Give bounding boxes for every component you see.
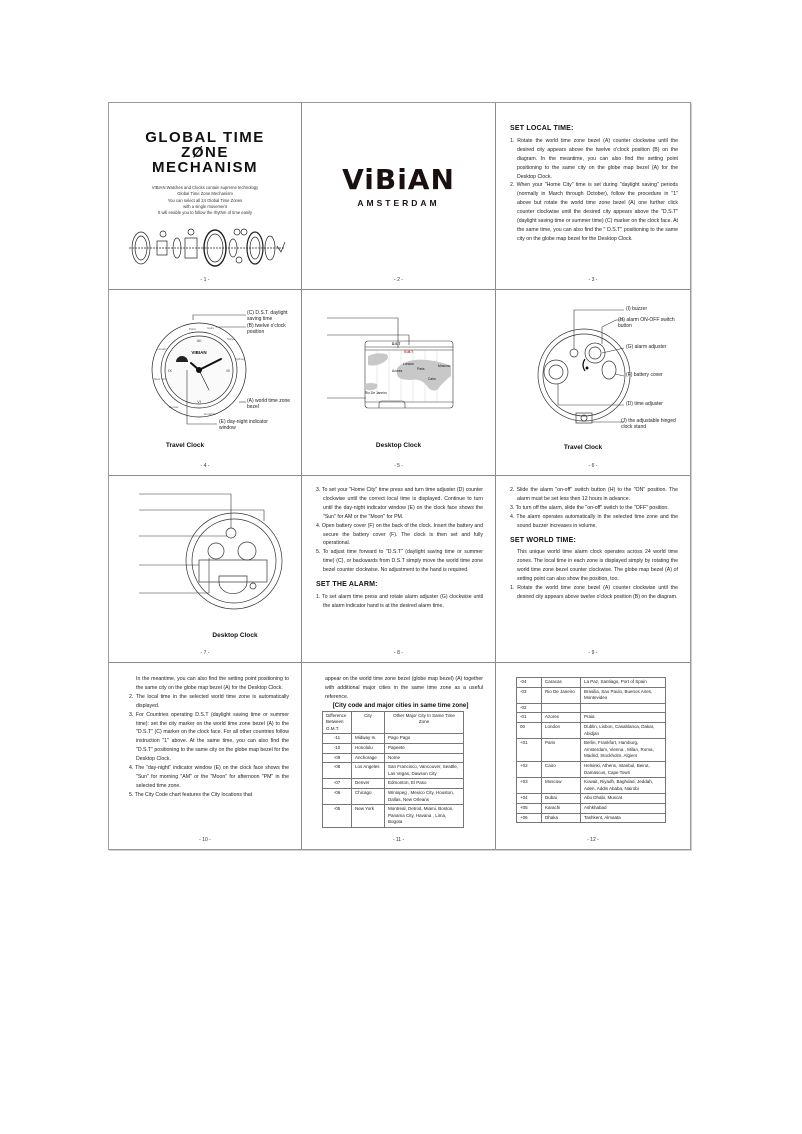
table-row xyxy=(517,703,666,713)
gmt-offset: 00 xyxy=(517,722,542,738)
city: Moscow xyxy=(542,778,581,794)
table-row xyxy=(323,753,464,763)
other-cities xyxy=(581,703,666,713)
svg-text:Tokyo: Tokyo xyxy=(227,337,235,341)
instruction-item: 2. The local time in the selected world time zone is automatically displayed. xyxy=(129,693,289,709)
instruction-item: 3. To turn off the alarm, slide the "on-off" switch to the "OFF" position. xyxy=(510,504,669,511)
city: New York xyxy=(352,805,385,828)
other-cities: Helsinki, Athens, Istanbul, Beirut, Damascus, Cape Town xyxy=(581,761,666,777)
table-row xyxy=(517,678,666,688)
table-row xyxy=(517,803,666,813)
svg-text:IX: IX xyxy=(168,368,172,373)
figure-caption: Travel Clock xyxy=(563,444,603,451)
page-10-text xyxy=(129,675,289,800)
svg-text:VIBIAN: VIBIAN xyxy=(191,350,207,355)
gmt-offset: +03 xyxy=(517,778,542,794)
title-line-2: ZØNE xyxy=(181,144,229,161)
city: Paris xyxy=(542,739,581,762)
table-row xyxy=(323,788,464,804)
continued-text: In the meantime, you can also find the setting point positioning to the same city on the globe map bezel (A) for the Desktop Clock. xyxy=(136,676,289,691)
city: Azores xyxy=(542,713,581,723)
city: Cairo xyxy=(542,761,581,777)
instruction-item: 5. The City Code chart features the City locations that xyxy=(129,791,253,798)
page-3 xyxy=(496,103,690,290)
intro-line: It will enable you to follow the rhythm of time easily xyxy=(157,210,253,216)
city: Caracas xyxy=(542,678,581,688)
other-cities: Winnipeg , Mexico City, Houston, Dallas, New Orleans xyxy=(385,788,464,804)
city xyxy=(542,703,581,713)
page-number: - 8 - xyxy=(394,650,403,656)
city: London xyxy=(542,722,581,738)
table-row xyxy=(517,778,666,794)
page-8 xyxy=(302,476,496,663)
svg-text:VI: VI xyxy=(197,399,201,404)
page-1-title xyxy=(109,130,301,175)
page-9-text xyxy=(510,486,678,602)
page-number: - 1 - xyxy=(200,277,210,283)
instruction-item: 1. To set alarm time press and rotate alarm adjuster (G) clockwise until the alarm indicator hand is at the desired alarm time. xyxy=(316,593,483,609)
page-11-text xyxy=(318,675,483,828)
intro-line: You can select all 24 Global Time Zones xyxy=(167,197,243,203)
other-cities: San Francisco, Vancouver, Seattle, Las Vegas, Dawson City xyxy=(385,763,464,779)
page-4 xyxy=(109,290,302,476)
page-number: - 3 - xyxy=(588,277,598,283)
svg-text:Honolulu: Honolulu xyxy=(204,412,216,416)
brand-logo: ViBiAN xyxy=(342,163,455,196)
page-number: - 12 - xyxy=(587,837,599,843)
manual-sheet xyxy=(108,102,691,850)
gmt-offset: -08 xyxy=(323,763,352,779)
callout-dst: (C) D.S.T. daylight saving time xyxy=(247,310,288,322)
page-number: - 2 - xyxy=(394,277,403,283)
page-2 xyxy=(302,103,496,290)
page-number: - 6 - xyxy=(588,463,598,469)
other-cities: Berlin, Frankfurt, Hamburg, Amsterdam, Vienna , Milan, Roma, Madrid, Stockholm, Algiers xyxy=(581,739,666,762)
instruction-item: 2. Slide the alarm "on-off" switch button (H) to the "ON" position. The alarm must be set less then 12 hours in advance. xyxy=(510,487,678,502)
svg-text:XII: XII xyxy=(196,338,202,343)
table-row xyxy=(323,763,464,779)
page-1-intro xyxy=(117,185,293,216)
table-row xyxy=(517,739,666,762)
svg-text:Cairo: Cairo xyxy=(428,377,436,381)
exploded-mechanism-diagram xyxy=(127,228,287,268)
title-line-3: MECHANISM xyxy=(152,159,258,176)
gmt-offset: +06 xyxy=(517,813,542,823)
svg-text:Cairo: Cairo xyxy=(207,326,215,330)
city: Honolulu xyxy=(352,744,385,754)
city: Karachi xyxy=(542,803,581,813)
intro-line: Global Time Zone Mechanism xyxy=(177,191,233,197)
instruction-item: 1. Rotate the world time zone bezel (A) counter clockwise until the desired city appears above twelve o'clock position (B) on the diagram. xyxy=(510,585,678,600)
gmt-offset: -02 xyxy=(517,703,542,713)
page-3-text xyxy=(510,121,678,244)
svg-text:Moscow: Moscow xyxy=(438,364,451,368)
gmt-offset: -06 xyxy=(323,788,352,804)
page-grid xyxy=(109,103,690,849)
table-row xyxy=(517,761,666,777)
gmt-offset: +02 xyxy=(517,761,542,777)
svg-text:D.S.T: D.S.T xyxy=(392,342,401,346)
other-cities: Papeete xyxy=(385,744,464,754)
other-cities: Dublin, Lisbon, Casablanca, Dakar, Abidjan xyxy=(581,722,666,738)
page-number: - 10 - xyxy=(199,837,211,843)
svg-text:Denver: Denver xyxy=(169,405,179,409)
intro-line: with a single movement xyxy=(183,203,227,209)
callout-world-time-bezel: (A) world time zone bezel xyxy=(247,398,291,410)
page-number: - 5 - xyxy=(394,463,403,469)
timezone-table-part-1 xyxy=(322,711,464,828)
other-cities: Nome xyxy=(385,753,464,763)
svg-text:Rio De Janeiro: Rio De Janeiro xyxy=(365,391,387,395)
table-row xyxy=(517,813,666,823)
instruction-item: 4. Open battery cover (F) on the back of the clock. Insert the battery and secure the battery cover (F). The clock is then set and fully operational. xyxy=(316,522,483,547)
other-cities: Ashkhabad xyxy=(581,803,666,813)
gmt-offset: -04 xyxy=(517,678,542,688)
other-cities: Pago Pago xyxy=(385,734,464,744)
city: Midway Is. xyxy=(352,734,385,744)
table-header-row xyxy=(323,711,464,734)
gmt-offset: -10 xyxy=(323,744,352,754)
table-row xyxy=(517,794,666,804)
gmt-offset: -05 xyxy=(323,805,352,828)
figure-caption: Travel Clock xyxy=(165,442,205,449)
gmt-offset: +04 xyxy=(517,794,542,804)
svg-text:Azores: Azores xyxy=(392,369,403,373)
gmt-offset: -01 xyxy=(517,713,542,723)
svg-text:Sydney: Sydney xyxy=(235,357,246,361)
city: Denver xyxy=(352,779,385,789)
table-caption: [City code and major cities in same time zone] xyxy=(332,701,469,709)
page-number: - 7 - xyxy=(200,650,210,656)
table-row xyxy=(517,722,666,738)
svg-text:London: London xyxy=(157,347,168,351)
title-line-1: GLOBAL TIME xyxy=(145,129,265,146)
instruction-item: 4. The "day-night" indicator window (E) on the clock face shows the "Sun" for morning "AM" or the "Moon" for afternoon "PM" in the selected time zone. xyxy=(129,765,289,789)
page-1 xyxy=(109,103,302,290)
instruction-item: 4. The alarm operates automatically in the selected time zone and the sound buzzer increases in volume. xyxy=(510,513,678,529)
section-heading: SET LOCAL TIME: xyxy=(510,125,574,132)
other-cities: Edmonton, El Paso xyxy=(385,779,464,789)
callout-twelve-oclock: (B) twelve o'clock position xyxy=(247,323,286,335)
page-number: - 4 - xyxy=(200,463,210,469)
page-8-text xyxy=(316,486,483,611)
callout-clock-stand: (J) the adjustable hinged clock stand xyxy=(621,418,676,430)
svg-text:G.M.T: G.M.T xyxy=(404,350,414,354)
page-number: - 11 - xyxy=(392,837,405,843)
gmt-offset: -07 xyxy=(323,779,352,789)
gmt-offset: -09 xyxy=(323,753,352,763)
gmt-offset: -11 xyxy=(323,734,352,744)
brand-subtitle: AMSTERDAM xyxy=(357,198,440,208)
instruction-item: 3. For Countries operating D.S.T (daylight saving time or summer time): set the city marker on the world time zone bezel (A) to the "D.S.T" (C) marker on the clock face. For all other countries follow instruction "1" above. At the same time, you can also find the "D.S.T" positioning to the same city on the globe map bezel for the Desktop Clock. xyxy=(129,711,289,763)
city: Los Angeles xyxy=(352,763,385,779)
instruction-item: 5. To adjust time forward to "D.S.T" (daylight saving time or summer time) (C), or backwards from D.S.T simply move the world time zone bezel counter clockwise. No adjustment to the hand is required. xyxy=(316,549,483,574)
page-5 xyxy=(302,290,496,476)
instruction-item: 3. To set your "Home City" time press and turn time adjuster (D) counter clockwise until the correct local time is displayed. Continue to turn until the day-night indicator window (E) on the clock face shows the "Sun" for AM or the "Moon" for PM. xyxy=(316,487,483,520)
svg-text:London: London xyxy=(403,362,415,366)
city: Rio De Janeiro xyxy=(542,687,581,703)
section-heading: SET WORLD TIME: xyxy=(510,536,576,544)
city: Chicago xyxy=(352,788,385,804)
page-7 xyxy=(109,476,302,663)
other-cities: Kuwait, Riyadh, Baghdad, Jeddah, Aden, Addis Ababa, Nairobi xyxy=(581,778,666,794)
callout-alarm-switch: (H) alarm ON-OFF switch button xyxy=(618,317,675,329)
city: Anchorage xyxy=(352,753,385,763)
continued-text: appear on the world time zone bezel (globe map bezel) (A) together with additional major cities in the same time zone as a useful reference. xyxy=(325,676,483,700)
svg-text:Paris: Paris xyxy=(189,327,196,331)
other-cities: Praia xyxy=(581,713,666,723)
svg-text:Paris: Paris xyxy=(417,367,425,371)
gmt-offset: +01 xyxy=(517,739,542,762)
callout-battery-cover: (F) battery cover xyxy=(626,372,663,378)
page-11 xyxy=(302,663,496,849)
table-row xyxy=(323,734,464,744)
intro-line: VIBIAN Watches and Clocks contain supreme technology xyxy=(151,185,259,190)
other-cities: La Paz, Santiago, Port of Spain xyxy=(581,678,666,688)
table-row xyxy=(323,779,464,789)
callout-day-night-window: (E) day-night indicator window xyxy=(219,419,268,431)
other-cities: Tashkent, Almaata xyxy=(581,813,666,823)
callout-alarm-adjuster: (G) alarm adjuster xyxy=(626,344,667,350)
page-12 xyxy=(496,663,690,849)
timezone-table-part-2 xyxy=(516,677,666,823)
column-header: Difference Between G.M.T. xyxy=(323,711,352,734)
page-10 xyxy=(109,663,302,849)
svg-text:III: III xyxy=(226,368,230,373)
page-9 xyxy=(496,476,690,663)
city: Dhaka xyxy=(542,813,581,823)
figure-caption: Desktop Clock xyxy=(212,632,258,639)
svg-text:New York: New York xyxy=(154,377,167,381)
callout-buzzer: (I) buzzer xyxy=(626,306,648,312)
column-header: Other Major City In Same Time Zone xyxy=(385,711,464,734)
column-header: City xyxy=(352,711,385,734)
other-cities: Montreal, Detroit, Miami, Boston, Panama City, Havana , Lima, Bogota xyxy=(385,805,464,828)
other-cities: Brasilia, Sao Paulo, Buenos Aires, Montevideo xyxy=(581,687,666,703)
table-row xyxy=(323,805,464,828)
callout-time-adjuster: (D) time adjuster xyxy=(626,401,663,407)
figure-caption: Desktop Clock xyxy=(375,442,422,449)
table-row xyxy=(517,713,666,723)
gmt-offset: +05 xyxy=(517,803,542,813)
instruction-item: 2. When your "Home City" time is set during "daylight saving" periods (normally in March through October), follow the procedure in "1" above but rotate the world time zone bezel (A) one further click counter clockwise until the desired city appears above the "D.S.T" (daylight saving time or summer time) (C) marker on the clock face. At the same time, you can also find the " D.S.T" positioning to the same city on the globe map bezel for the Desktop Clock. xyxy=(510,182,678,242)
gmt-offset: -03 xyxy=(517,687,542,703)
city: Dubai xyxy=(542,794,581,804)
section-intro: This unique world time alarm clock operates across 24 world time zones. The local time in each zone is displayed simply by rotating the world time zone bezel counter clockwise. The globe map bezel (A) of setting point can also show the position, too. xyxy=(517,549,678,583)
page-number: - 9 - xyxy=(588,650,598,656)
page-6 xyxy=(496,290,690,476)
table-row xyxy=(517,687,666,703)
section-heading: SET THE ALARM: xyxy=(316,581,378,589)
other-cities: Abu Dhabi, Muscat xyxy=(581,794,666,804)
instruction-item: 1. Rotate the world time zone bezel (A) counter clockwise until the desired city appears above the twelve o'clock position (B) on the diagram. In the meantime, you can also find the setting point positioning to the same city on the globe map bezel (A) for the Desktop Clock. xyxy=(510,137,678,180)
table-row xyxy=(323,744,464,754)
